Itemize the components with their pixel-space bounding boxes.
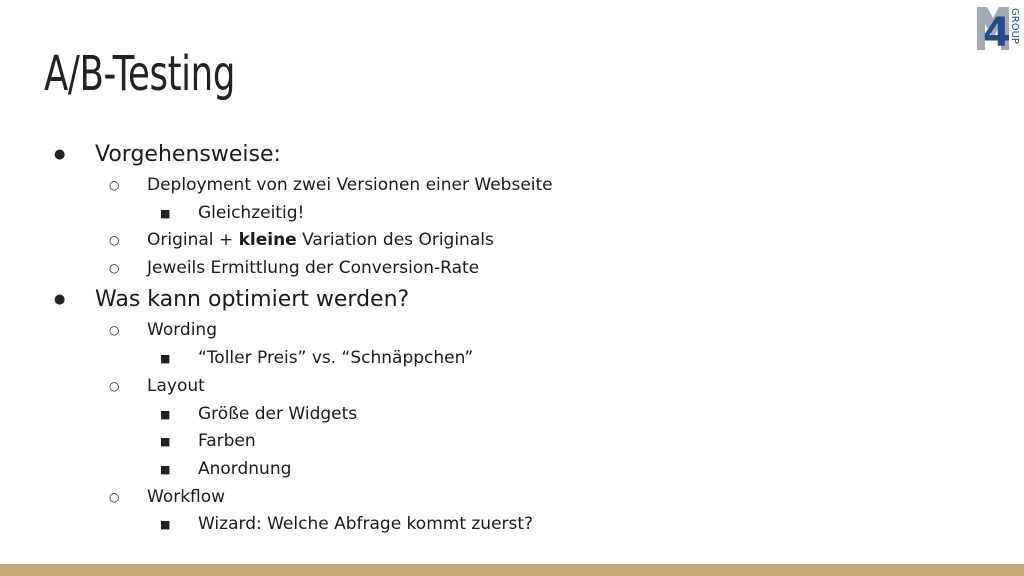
item-text: Was kann optimiert werden? xyxy=(95,287,410,312)
item-text: Größe der Widgets xyxy=(198,404,358,424)
logo-text: GROUP xyxy=(1009,8,1020,44)
item-text: Anordnung xyxy=(198,459,292,479)
item-text: Vorgehensweise: xyxy=(95,142,281,167)
bullet-level-2: ○ xyxy=(109,178,120,192)
logo-mark: 4 xyxy=(983,10,1011,52)
item-text xyxy=(147,230,494,250)
item-text: Gleichzeitig! xyxy=(198,203,305,223)
bullet-level-2: ○ xyxy=(109,490,120,504)
bullet-level-2: ○ xyxy=(109,233,120,247)
item-text: Deployment von zwei Versionen einer Webseite xyxy=(147,175,553,195)
item-text-part: Variation des Originals xyxy=(296,230,494,250)
bullet-level-1: ● xyxy=(54,147,66,162)
footer-bar xyxy=(0,564,1024,576)
bullet-level-3: ■ xyxy=(160,435,171,448)
bullet-level-2: ○ xyxy=(109,261,120,275)
item-text-bold: kleine xyxy=(238,230,297,250)
item-text: Wording xyxy=(147,320,217,340)
item-text: Farben xyxy=(198,431,256,451)
bullet-level-3: ■ xyxy=(160,207,171,220)
slide-title: A/B-Testing xyxy=(44,46,236,102)
item-text: Jeweils Ermittlung der Conversion-Rate xyxy=(147,258,480,278)
bullet-level-1: ● xyxy=(54,292,66,307)
bullet-level-3: ■ xyxy=(160,408,171,421)
item-text: “Toller Preis” vs. “Schnäppchen” xyxy=(198,348,474,368)
bullet-level-3: ■ xyxy=(160,518,171,531)
item-text-part: Original + xyxy=(147,230,239,250)
bullet-level-3: ■ xyxy=(160,463,171,476)
bullet-level-3: ■ xyxy=(160,352,171,365)
bullet-level-2: ○ xyxy=(109,323,120,337)
item-text: Workflow xyxy=(147,487,226,507)
item-text: Wizard: Welche Abfrage kommt zuerst? xyxy=(198,514,534,534)
item-text: Layout xyxy=(147,376,205,396)
bullet-level-2: ○ xyxy=(109,379,120,393)
